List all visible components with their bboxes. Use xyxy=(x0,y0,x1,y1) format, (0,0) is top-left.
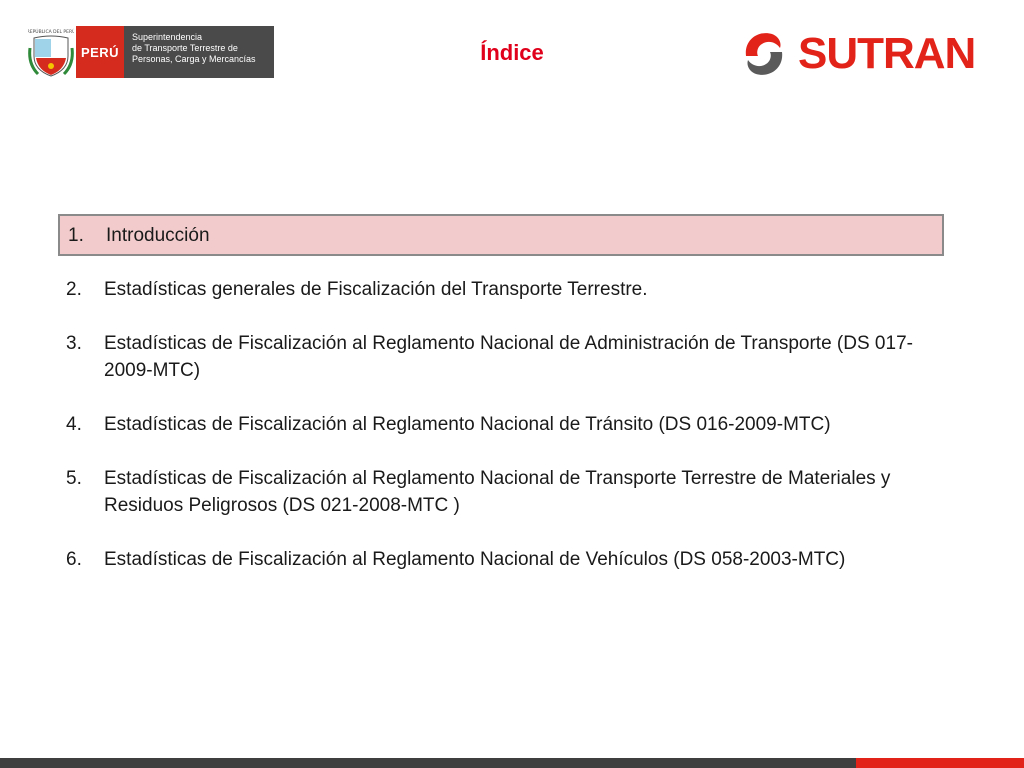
item-number: 1. xyxy=(68,224,84,246)
crest-caption: REPÚBLICA DEL PERÚ xyxy=(28,30,74,35)
item-text: Introducción xyxy=(106,224,210,246)
agency-line: de Transporte Terrestre de xyxy=(132,43,238,53)
item-number: 5. xyxy=(66,468,82,489)
list-item xyxy=(58,276,958,303)
list-item xyxy=(58,411,958,438)
item-number: 2. xyxy=(66,279,82,300)
item-text: Estadísticas de Fiscalización al Reglamento Nacional de Tránsito (DS 016-2009-MTC) xyxy=(104,414,831,435)
footer-bar-red xyxy=(856,758,1024,768)
sutran-wordmark: SUTRAN xyxy=(798,29,976,78)
list-item xyxy=(58,214,944,256)
agency-line: Superintendencia xyxy=(132,32,203,42)
item-text: Estadísticas de Fiscalización al Reglamento Nacional de Administración de Transporte (DS 017-2009-MTC) xyxy=(104,333,913,381)
agency-line: Personas, Carga y Mercancías xyxy=(132,54,256,64)
list-item xyxy=(58,546,958,573)
item-text: Estadísticas generales de Fiscalización del Transporte Terrestre. xyxy=(104,279,648,300)
item-number: 3. xyxy=(66,333,82,354)
sutran-logo xyxy=(736,26,996,82)
item-number: 4. xyxy=(66,414,82,435)
sutran-emblem-icon xyxy=(736,26,792,82)
page-title: Índice xyxy=(480,40,544,65)
peru-label: PERÚ xyxy=(76,26,124,78)
list-item xyxy=(58,330,958,384)
item-number: 6. xyxy=(66,549,82,570)
list-item xyxy=(58,465,958,519)
index-list xyxy=(58,214,958,600)
item-text: Estadísticas de Fiscalización al Reglamento Nacional de Vehículos (DS 058-2003-MTC) xyxy=(104,549,846,570)
footer-bar xyxy=(0,758,1024,768)
footer-bar-grey xyxy=(0,758,856,768)
item-text: Estadísticas de Fiscalización al Reglamento Nacional de Transporte Terrestre de Materiales y Residuos Peligrosos (DS 021-2008-MTC ) xyxy=(104,468,891,516)
